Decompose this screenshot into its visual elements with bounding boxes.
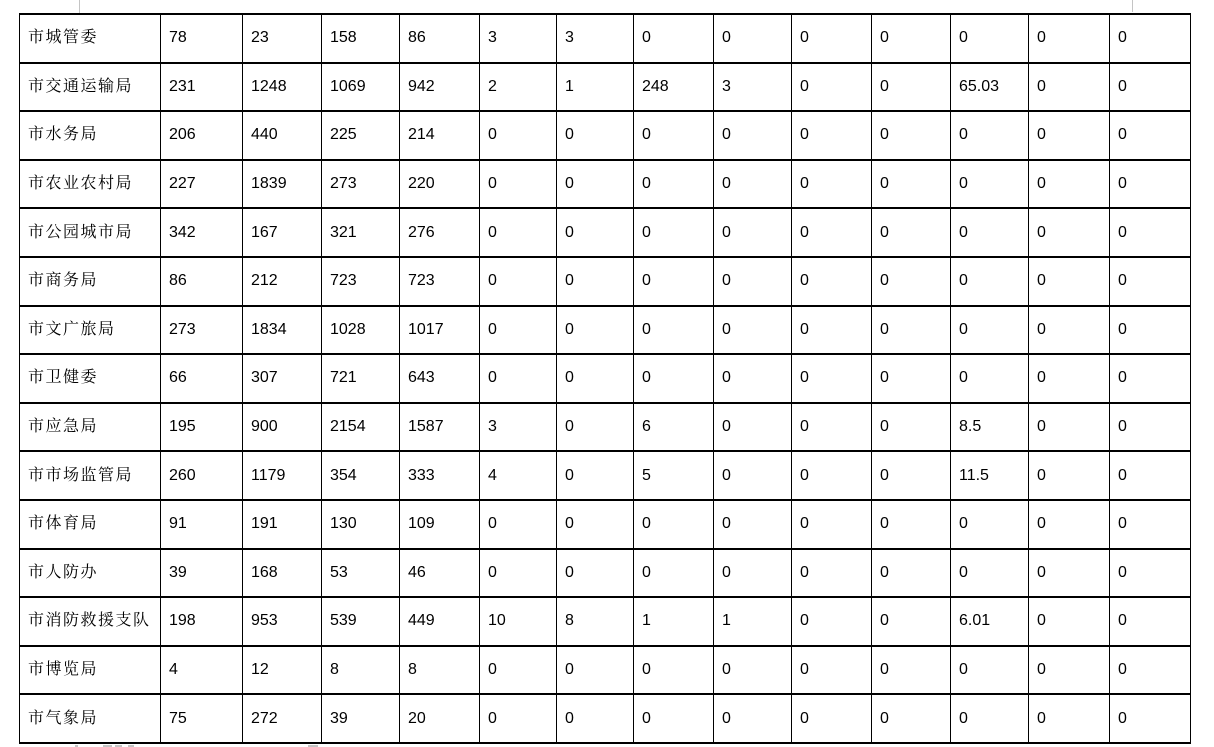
value-cell[interactable]: 0 xyxy=(872,257,951,306)
value-cell[interactable]: 248 xyxy=(634,63,714,112)
value-cell[interactable]: 0 xyxy=(1110,306,1191,355)
value-cell[interactable]: 0 xyxy=(1110,549,1191,598)
table-row xyxy=(20,597,1191,646)
value-cell[interactable]: 212 xyxy=(243,257,322,306)
value-cell[interactable]: 0 xyxy=(714,694,792,743)
department-name-cell[interactable]: 市水务局 xyxy=(20,111,161,160)
value-cell[interactable]: 91 xyxy=(161,500,243,549)
value-cell[interactable]: 0 xyxy=(792,500,872,549)
value-cell[interactable]: 0 xyxy=(634,257,714,306)
value-cell[interactable]: 0 xyxy=(951,500,1029,549)
department-name-cell[interactable]: 市人防办 xyxy=(20,549,161,598)
table-row xyxy=(20,549,1191,598)
value-cell[interactable]: 0 xyxy=(792,354,872,403)
value-cell[interactable]: 0 xyxy=(714,549,792,598)
cropped-row-gridline-top-left xyxy=(79,0,80,13)
value-cell[interactable]: 0 xyxy=(1029,111,1110,160)
value-cell[interactable]: 0 xyxy=(557,160,634,209)
value-cell[interactable]: 206 xyxy=(161,111,243,160)
value-cell[interactable]: 0 xyxy=(714,451,792,500)
value-cell[interactable]: 0 xyxy=(714,306,792,355)
value-cell[interactable]: 0 xyxy=(1110,403,1191,452)
value-cell[interactable]: 0 xyxy=(1029,354,1110,403)
value-cell[interactable]: 1 xyxy=(634,597,714,646)
value-cell[interactable]: 86 xyxy=(400,14,480,63)
value-cell[interactable]: 942 xyxy=(400,63,480,112)
value-cell[interactable]: 0 xyxy=(557,500,634,549)
value-cell[interactable]: 0 xyxy=(1029,403,1110,452)
value-cell[interactable]: 1 xyxy=(714,597,792,646)
value-cell[interactable]: 0 xyxy=(951,14,1029,63)
value-cell[interactable]: 0 xyxy=(872,14,951,63)
value-cell[interactable]: 1179 xyxy=(243,451,322,500)
value-cell[interactable]: 0 xyxy=(1029,257,1110,306)
value-cell[interactable]: 158 xyxy=(322,14,400,63)
value-cell[interactable]: 0 xyxy=(792,63,872,112)
value-cell[interactable]: 0 xyxy=(792,306,872,355)
value-cell[interactable]: 0 xyxy=(1029,208,1110,257)
value-cell[interactable]: 191 xyxy=(243,500,322,549)
value-cell[interactable]: 0 xyxy=(480,160,557,209)
value-cell[interactable]: 0 xyxy=(951,257,1029,306)
value-cell[interactable]: 0 xyxy=(634,694,714,743)
value-cell[interactable]: 4 xyxy=(480,451,557,500)
value-cell[interactable]: 0 xyxy=(1110,500,1191,549)
department-name-cell[interactable]: 市交通运输局 xyxy=(20,63,161,112)
table-row xyxy=(20,111,1191,160)
value-cell[interactable]: 0 xyxy=(557,354,634,403)
value-cell[interactable]: 260 xyxy=(161,451,243,500)
value-cell[interactable]: 0 xyxy=(951,208,1029,257)
value-cell[interactable]: 0 xyxy=(1110,646,1191,695)
data-table-body xyxy=(20,14,1191,743)
value-cell[interactable]: 1028 xyxy=(322,306,400,355)
value-cell[interactable]: 0 xyxy=(480,257,557,306)
value-cell[interactable]: 0 xyxy=(1029,14,1110,63)
value-cell[interactable]: 0 xyxy=(480,549,557,598)
value-cell[interactable]: 0 xyxy=(872,160,951,209)
value-cell[interactable]: 0 xyxy=(714,257,792,306)
value-cell[interactable]: 195 xyxy=(161,403,243,452)
value-cell[interactable]: 0 xyxy=(714,646,792,695)
value-cell[interactable]: 0 xyxy=(634,354,714,403)
table-row xyxy=(20,646,1191,695)
value-cell[interactable]: 0 xyxy=(634,111,714,160)
department-name-cell[interactable]: 市商务局 xyxy=(20,257,161,306)
table-row xyxy=(20,14,1191,63)
value-cell[interactable]: 0 xyxy=(557,306,634,355)
value-cell[interactable]: 0 xyxy=(792,160,872,209)
value-cell[interactable]: 0 xyxy=(557,111,634,160)
value-cell[interactable]: 273 xyxy=(161,306,243,355)
table-row xyxy=(20,63,1191,112)
value-cell[interactable]: 0 xyxy=(951,306,1029,355)
value-cell[interactable]: 0 xyxy=(634,549,714,598)
department-name-cell[interactable]: 市卫健委 xyxy=(20,354,161,403)
table-row xyxy=(20,403,1191,452)
value-cell[interactable]: 0 xyxy=(480,500,557,549)
value-cell[interactable]: 0 xyxy=(557,549,634,598)
value-cell[interactable]: 0 xyxy=(951,354,1029,403)
value-cell[interactable]: 354 xyxy=(322,451,400,500)
value-cell[interactable]: 23 xyxy=(243,14,322,63)
value-cell[interactable]: 449 xyxy=(400,597,480,646)
value-cell[interactable]: 39 xyxy=(322,694,400,743)
data-table xyxy=(19,13,1191,744)
value-cell[interactable]: 10 xyxy=(480,597,557,646)
value-cell[interactable]: 8.5 xyxy=(951,403,1029,452)
value-cell[interactable]: 8 xyxy=(400,646,480,695)
department-name-cell[interactable]: 市城管委 xyxy=(20,14,161,63)
table-row xyxy=(20,354,1191,403)
value-cell[interactable]: 0 xyxy=(1110,63,1191,112)
value-cell[interactable]: 12 xyxy=(243,646,322,695)
value-cell[interactable]: 2 xyxy=(480,63,557,112)
table-row xyxy=(20,306,1191,355)
value-cell[interactable]: 1069 xyxy=(322,63,400,112)
department-name-cell[interactable]: 市博览局 xyxy=(20,646,161,695)
value-cell[interactable]: 643 xyxy=(400,354,480,403)
table-row xyxy=(20,451,1191,500)
value-cell[interactable]: 0 xyxy=(714,160,792,209)
value-cell[interactable]: 3 xyxy=(714,63,792,112)
value-cell[interactable]: 78 xyxy=(161,14,243,63)
value-cell[interactable]: 3 xyxy=(480,14,557,63)
value-cell[interactable]: 86 xyxy=(161,257,243,306)
value-cell[interactable]: 0 xyxy=(1029,500,1110,549)
value-cell[interactable]: 0 xyxy=(792,646,872,695)
value-cell[interactable]: 11.5 xyxy=(951,451,1029,500)
value-cell[interactable]: 227 xyxy=(161,160,243,209)
value-cell[interactable]: 3 xyxy=(480,403,557,452)
table-row xyxy=(20,257,1191,306)
value-cell[interactable]: 0 xyxy=(951,111,1029,160)
value-cell[interactable]: 0 xyxy=(1029,160,1110,209)
value-cell[interactable]: 321 xyxy=(322,208,400,257)
value-cell[interactable]: 220 xyxy=(400,160,480,209)
value-cell[interactable]: 0 xyxy=(1110,257,1191,306)
value-cell[interactable]: 0 xyxy=(1029,646,1110,695)
value-cell[interactable]: 39 xyxy=(161,549,243,598)
value-cell[interactable]: 0 xyxy=(557,694,634,743)
value-cell[interactable]: 0 xyxy=(951,694,1029,743)
value-cell[interactable]: 0 xyxy=(480,111,557,160)
value-cell[interactable]: 0 xyxy=(872,597,951,646)
table-row xyxy=(20,160,1191,209)
value-cell[interactable]: 6 xyxy=(634,403,714,452)
value-cell[interactable]: 0 xyxy=(480,354,557,403)
value-cell[interactable]: 2154 xyxy=(322,403,400,452)
table-row xyxy=(20,694,1191,743)
value-cell[interactable]: 0 xyxy=(872,208,951,257)
value-cell[interactable]: 0 xyxy=(634,306,714,355)
value-cell[interactable]: 0 xyxy=(1110,597,1191,646)
value-cell[interactable]: 0 xyxy=(634,646,714,695)
value-cell[interactable]: 1839 xyxy=(243,160,322,209)
value-cell[interactable]: 0 xyxy=(1110,354,1191,403)
value-cell[interactable]: 6.01 xyxy=(951,597,1029,646)
value-cell[interactable]: 130 xyxy=(322,500,400,549)
department-name-cell[interactable]: 市市场监管局 xyxy=(20,451,161,500)
value-cell[interactable]: 0 xyxy=(872,500,951,549)
value-cell[interactable]: 0 xyxy=(872,451,951,500)
value-cell[interactable]: 0 xyxy=(951,160,1029,209)
value-cell[interactable]: 333 xyxy=(400,451,480,500)
value-cell[interactable]: 0 xyxy=(1110,14,1191,63)
value-cell[interactable]: 0 xyxy=(557,646,634,695)
value-cell[interactable]: 0 xyxy=(872,403,951,452)
value-cell[interactable]: 46 xyxy=(400,549,480,598)
value-cell[interactable]: 0 xyxy=(792,111,872,160)
value-cell[interactable]: 1587 xyxy=(400,403,480,452)
value-cell[interactable]: 0 xyxy=(951,646,1029,695)
value-cell[interactable]: 0 xyxy=(1029,63,1110,112)
value-cell[interactable]: 0 xyxy=(1110,694,1191,743)
value-cell[interactable]: 723 xyxy=(322,257,400,306)
value-cell[interactable]: 440 xyxy=(243,111,322,160)
value-cell[interactable]: 0 xyxy=(714,354,792,403)
value-cell[interactable]: 1248 xyxy=(243,63,322,112)
value-cell[interactable]: 0 xyxy=(634,500,714,549)
value-cell[interactable]: 0 xyxy=(557,257,634,306)
value-cell[interactable]: 0 xyxy=(792,208,872,257)
value-cell[interactable]: 721 xyxy=(322,354,400,403)
value-cell[interactable]: 307 xyxy=(243,354,322,403)
value-cell[interactable]: 0 xyxy=(634,208,714,257)
department-name-cell[interactable]: 市体育局 xyxy=(20,500,161,549)
value-cell[interactable]: 0 xyxy=(557,403,634,452)
value-cell[interactable]: 0 xyxy=(1110,208,1191,257)
value-cell[interactable]: 0 xyxy=(872,549,951,598)
value-cell[interactable]: 0 xyxy=(1029,597,1110,646)
value-cell[interactable]: 53 xyxy=(322,549,400,598)
value-cell[interactable]: 1017 xyxy=(400,306,480,355)
value-cell[interactable]: 723 xyxy=(400,257,480,306)
cropped-row-gridline-top-right xyxy=(1132,0,1133,12)
value-cell[interactable]: 8 xyxy=(322,646,400,695)
value-cell[interactable]: 0 xyxy=(634,14,714,63)
value-cell[interactable]: 0 xyxy=(1029,306,1110,355)
value-cell[interactable]: 198 xyxy=(161,597,243,646)
value-cell[interactable]: 0 xyxy=(792,694,872,743)
value-cell[interactable]: 0 xyxy=(714,111,792,160)
value-cell[interactable]: 20 xyxy=(400,694,480,743)
value-cell[interactable]: 231 xyxy=(161,63,243,112)
value-cell[interactable]: 273 xyxy=(322,160,400,209)
value-cell[interactable]: 0 xyxy=(872,63,951,112)
value-cell[interactable]: 167 xyxy=(243,208,322,257)
value-cell[interactable]: 0 xyxy=(1110,160,1191,209)
value-cell[interactable]: 0 xyxy=(480,646,557,695)
value-cell[interactable]: 539 xyxy=(322,597,400,646)
value-cell[interactable]: 3 xyxy=(557,14,634,63)
value-cell[interactable]: 0 xyxy=(1029,451,1110,500)
value-cell[interactable]: 5 xyxy=(634,451,714,500)
value-cell[interactable]: 272 xyxy=(243,694,322,743)
value-cell[interactable]: 109 xyxy=(400,500,480,549)
value-cell[interactable]: 0 xyxy=(792,597,872,646)
value-cell[interactable]: 0 xyxy=(714,14,792,63)
value-cell[interactable]: 0 xyxy=(480,208,557,257)
value-cell[interactable]: 953 xyxy=(243,597,322,646)
value-cell[interactable]: 0 xyxy=(1029,549,1110,598)
value-cell[interactable]: 0 xyxy=(792,403,872,452)
value-cell[interactable]: 0 xyxy=(1110,111,1191,160)
value-cell[interactable]: 342 xyxy=(161,208,243,257)
value-cell[interactable]: 0 xyxy=(480,306,557,355)
value-cell[interactable]: 0 xyxy=(872,111,951,160)
value-cell[interactable]: 0 xyxy=(792,451,872,500)
value-cell[interactable]: 0 xyxy=(1110,451,1191,500)
value-cell[interactable]: 0 xyxy=(872,306,951,355)
value-cell[interactable]: 168 xyxy=(243,549,322,598)
value-cell[interactable]: 0 xyxy=(872,694,951,743)
value-cell[interactable]: 66 xyxy=(161,354,243,403)
value-cell[interactable]: 75 xyxy=(161,694,243,743)
department-name-cell[interactable]: 市公园城市局 xyxy=(20,208,161,257)
department-name-cell[interactable]: 市文广旅局 xyxy=(20,306,161,355)
table-row xyxy=(20,208,1191,257)
department-name-cell[interactable]: 市气象局 xyxy=(20,694,161,743)
value-cell[interactable]: 0 xyxy=(951,549,1029,598)
value-cell[interactable]: 0 xyxy=(872,354,951,403)
value-cell[interactable]: 214 xyxy=(400,111,480,160)
value-cell[interactable]: 8 xyxy=(557,597,634,646)
value-cell[interactable]: 0 xyxy=(714,403,792,452)
department-name-cell[interactable]: 市消防救援支队 xyxy=(20,597,161,646)
value-cell[interactable]: 0 xyxy=(714,500,792,549)
value-cell[interactable]: 900 xyxy=(243,403,322,452)
value-cell[interactable]: 225 xyxy=(322,111,400,160)
department-name-cell[interactable]: 市农业农村局 xyxy=(20,160,161,209)
value-cell[interactable]: 0 xyxy=(714,208,792,257)
value-cell[interactable]: 0 xyxy=(557,451,634,500)
value-cell[interactable]: 1 xyxy=(557,63,634,112)
department-name-cell[interactable]: 市应急局 xyxy=(20,403,161,452)
value-cell[interactable]: 0 xyxy=(634,160,714,209)
table-row xyxy=(20,500,1191,549)
value-cell[interactable]: 0 xyxy=(872,646,951,695)
value-cell[interactable]: 0 xyxy=(1029,694,1110,743)
value-cell[interactable]: 4 xyxy=(161,646,243,695)
value-cell[interactable]: 0 xyxy=(792,14,872,63)
value-cell[interactable]: 1834 xyxy=(243,306,322,355)
value-cell[interactable]: 0 xyxy=(792,257,872,306)
value-cell[interactable]: 276 xyxy=(400,208,480,257)
value-cell[interactable]: 65.03 xyxy=(951,63,1029,112)
value-cell[interactable]: 0 xyxy=(557,208,634,257)
value-cell[interactable]: 0 xyxy=(480,694,557,743)
value-cell[interactable]: 0 xyxy=(792,549,872,598)
